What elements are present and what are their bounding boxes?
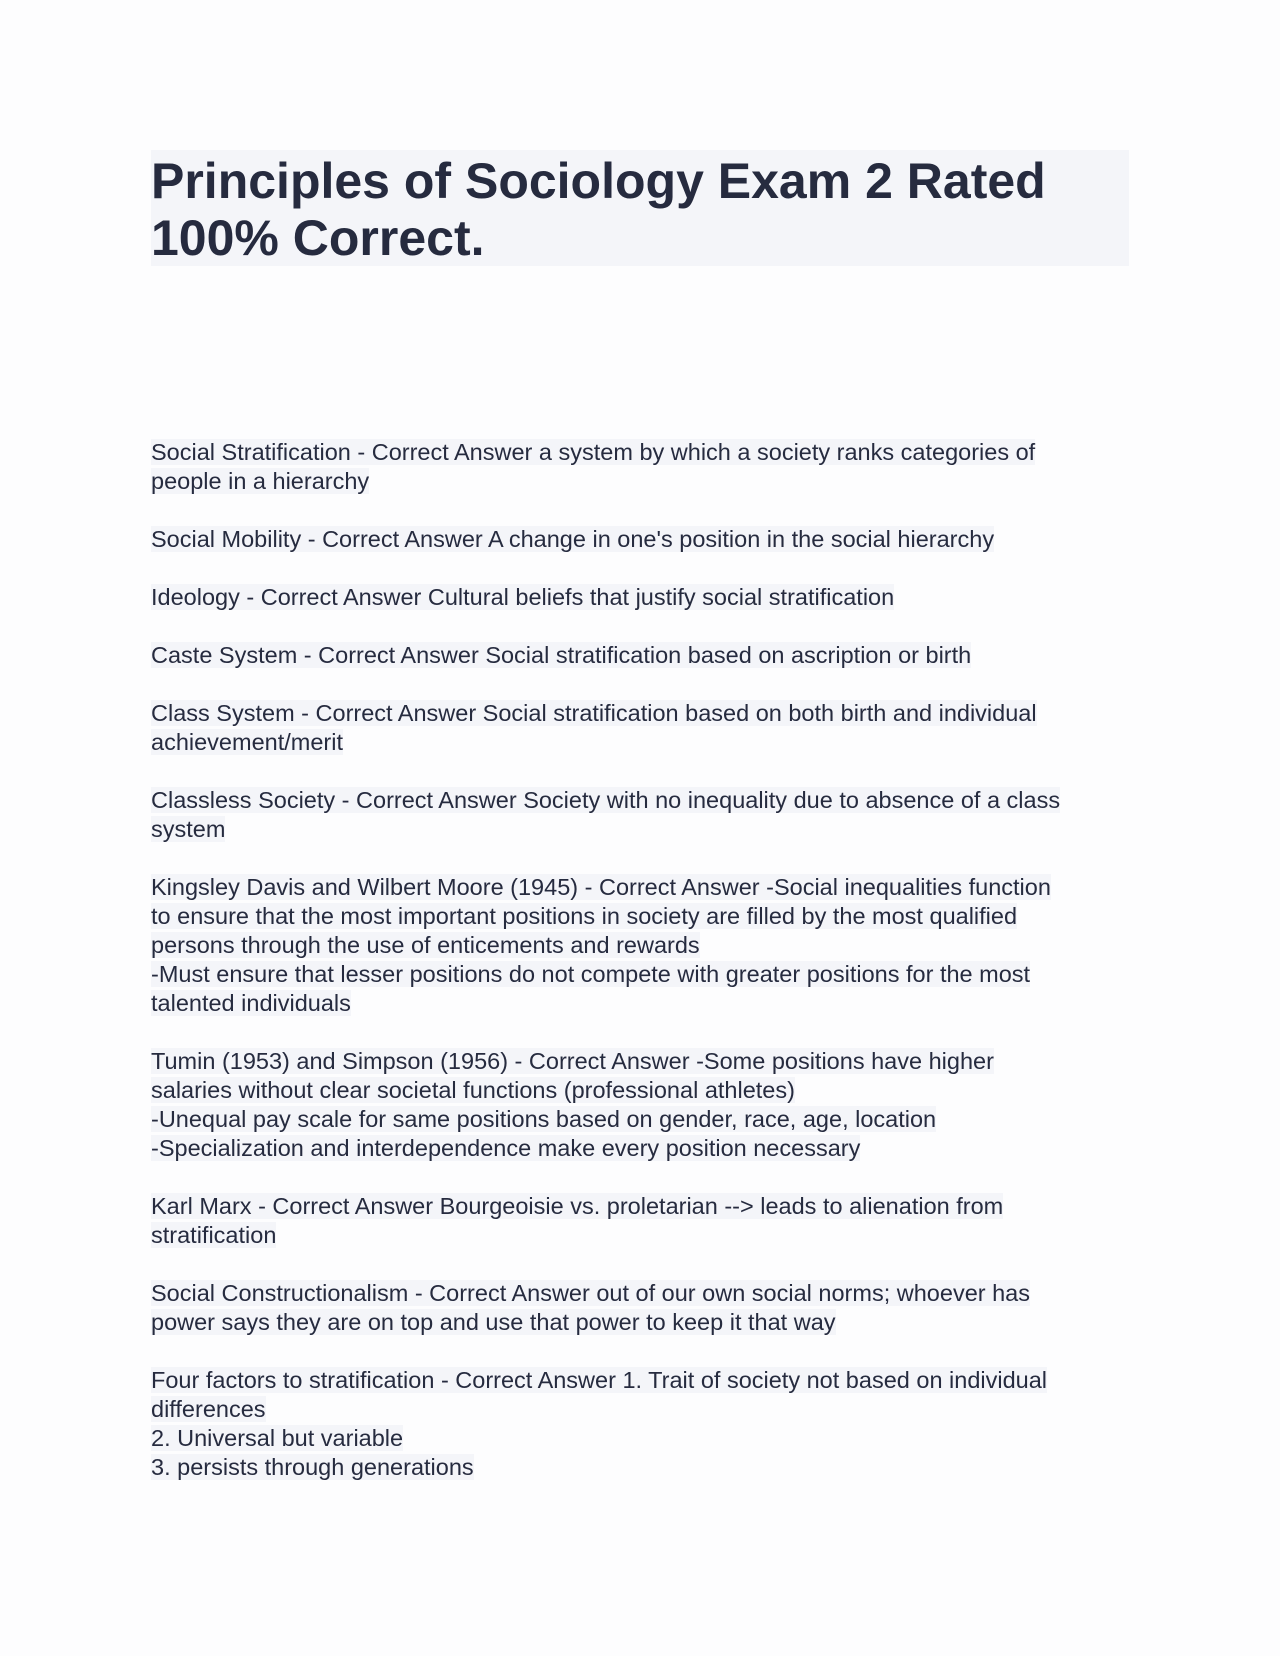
qa-entry: [151, 1279, 1141, 1337]
text-line: achievement/merit: [151, 729, 343, 755]
qa-entry: [151, 1047, 1141, 1163]
title-line: Principles of Sociology Exam 2 Rated: [151, 153, 1046, 209]
text-line: Tumin (1953) and Simpson (1956) - Correct Answer -Some positions have higher: [151, 1048, 994, 1074]
text-line: Class System - Correct Answer Social stratification based on both birth and individual: [151, 700, 1037, 726]
text-line: Kingsley Davis and Wilbert Moore (1945) - Correct Answer -Social inequalities function: [151, 874, 1051, 900]
text-line: system: [151, 816, 226, 842]
text-line: stratification: [151, 1222, 277, 1248]
text-line: Social Constructionalism - Correct Answer out of our own social norms; whoever has: [151, 1280, 1031, 1306]
qa-entry: [151, 786, 1141, 844]
text-line: differences: [151, 1396, 266, 1422]
qa-entry: [151, 583, 1141, 612]
qa-entry: [151, 525, 1141, 554]
text-line: Caste System - Correct Answer Social stratification based on ascription or birth: [151, 642, 972, 668]
document-title: [151, 150, 1129, 266]
text-line: salaries without clear societal functions (professional athletes): [151, 1077, 795, 1103]
text-line: 3. persists through generations: [151, 1454, 474, 1480]
text-line: Social Stratification - Correct Answer a system by which a society ranks categories of: [151, 439, 1036, 465]
text-line: Karl Marx - Correct Answer Bourgeoisie vs. proletarian --> leads to alienation from: [151, 1193, 1004, 1219]
text-line: to ensure that the most important positions in society are filled by the most qualified: [151, 903, 1018, 929]
text-line: -Specialization and interdependence make every position necessary: [151, 1135, 861, 1161]
document-body: [151, 438, 1141, 1511]
text-line: -Unequal pay scale for same positions based on gender, race, age, location: [151, 1106, 937, 1132]
qa-entry: [151, 641, 1141, 670]
qa-entry: [151, 699, 1141, 757]
text-line: Classless Society - Correct Answer Society with no inequality due to absence of a class: [151, 787, 1061, 813]
text-line: 2. Universal but variable: [151, 1425, 404, 1451]
text-line: talented individuals: [151, 990, 351, 1016]
text-line: Social Mobility - Correct Answer A change in one's position in the social hierarchy: [151, 526, 995, 552]
text-line: -Must ensure that lesser positions do not compete with greater positions for the most: [151, 961, 1031, 987]
qa-entry: [151, 1192, 1141, 1250]
qa-entry: [151, 873, 1141, 1018]
text-line: Four factors to stratification - Correct Answer 1. Trait of society not based on individual: [151, 1367, 1048, 1393]
qa-entry: [151, 1366, 1141, 1482]
title-line: 100% Correct.: [151, 210, 485, 266]
text-line: Ideology - Correct Answer Cultural beliefs that justify social stratification: [151, 584, 895, 610]
text-line: power says they are on top and use that power to keep it that way: [151, 1309, 836, 1335]
text-line: persons through the use of enticements and rewards: [151, 932, 700, 958]
text-line: people in a hierarchy: [151, 468, 370, 494]
qa-entry: [151, 438, 1141, 496]
